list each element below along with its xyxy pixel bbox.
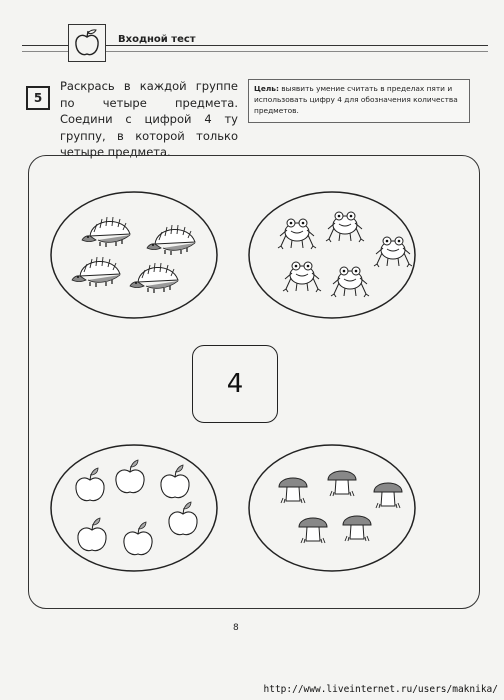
- apple-icon: [169, 502, 197, 535]
- mushroom-icon: [374, 483, 402, 508]
- apple-icon: [116, 460, 144, 493]
- frog-icon: [278, 219, 316, 249]
- task-number: 5: [26, 86, 50, 110]
- page-number: 8: [233, 623, 239, 633]
- mushroom-icon: [279, 478, 307, 503]
- hedgehog-icon: [130, 263, 178, 293]
- hedgehog-icon: [82, 217, 130, 247]
- source-url[interactable]: http://www.liveinternet.ru/users/maknika/: [263, 684, 498, 695]
- frog-icon: [283, 262, 321, 292]
- group-oval-hedgehogs[interactable]: [51, 192, 217, 318]
- hedgehog-icon: [72, 257, 120, 287]
- mushroom-icon: [328, 471, 356, 496]
- page-title: Входной тест: [118, 34, 196, 45]
- number-box[interactable]: 4: [192, 345, 278, 423]
- frog-icon: [374, 237, 412, 267]
- goal-text: выявить умение считать в пределах пяти и использовать цифру 4 для обозначения количества предметов.: [254, 84, 458, 115]
- mushroom-icon: [343, 516, 371, 541]
- group-oval-mushrooms[interactable]: [249, 445, 415, 571]
- goal-label: Цель:: [254, 84, 279, 93]
- hedgehog-icon: [147, 225, 195, 255]
- apple-icon: [161, 465, 189, 498]
- apple-icon: [124, 522, 152, 555]
- apple-icon: [76, 468, 104, 501]
- frog-icon: [326, 212, 364, 242]
- task-text: Раскрась в каждой группе по четыре предмета. Соедини с цифрой 4 ту группу, в которой только четыре предмета.: [60, 79, 238, 159]
- mushroom-icon: [299, 518, 327, 543]
- apple-icon: [78, 518, 106, 551]
- frog-icon: [331, 267, 369, 297]
